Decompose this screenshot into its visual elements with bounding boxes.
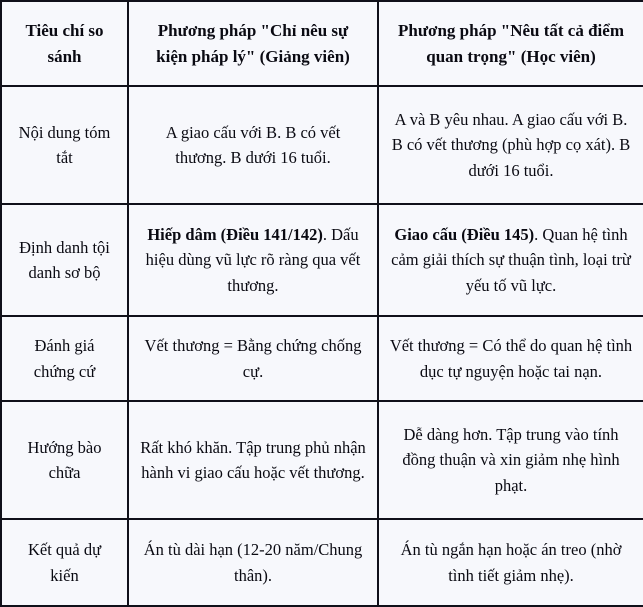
row-method-a-lead: Hiếp dâm (Điều 141/142) bbox=[147, 225, 323, 245]
row-criteria-label: Đánh giá chứng cứ bbox=[1, 316, 128, 401]
row-method-b-lead: Giao cấu (Điều 145) bbox=[394, 225, 535, 245]
row-method-b-cell bbox=[378, 204, 643, 316]
row-method-a-text: . Dấu hiệu dùng vũ lực rõ ràng qua vết thương. bbox=[145, 225, 361, 295]
table-row bbox=[1, 204, 643, 316]
row-method-b-cell bbox=[378, 86, 643, 204]
row-criteria-label: Định danh tội danh sơ bộ bbox=[1, 204, 128, 316]
row-method-a-cell bbox=[128, 401, 378, 519]
row-method-b-cell bbox=[378, 316, 643, 401]
row-method-a-cell bbox=[128, 519, 378, 606]
row-method-a-cell bbox=[128, 316, 378, 401]
row-method-a-cell bbox=[128, 204, 378, 316]
row-criteria-label: Nội dung tóm tắt bbox=[1, 86, 128, 204]
table-row bbox=[1, 316, 643, 401]
row-method-a-text: Vết thương = Bằng chứng chống cự. bbox=[144, 336, 362, 381]
table-row bbox=[1, 401, 643, 519]
column-header-method-b: Phương pháp "Nêu tất cả điểm quan trọng" (Học viên) bbox=[378, 1, 643, 86]
row-method-b-text: Dễ dàng hơn. Tập trung vào tính đồng thuận và xin giảm nhẹ hình phạt. bbox=[402, 425, 620, 495]
column-header-criteria: Tiêu chí so sánh bbox=[1, 1, 128, 86]
table-row bbox=[1, 519, 643, 606]
table-body bbox=[1, 86, 643, 606]
row-criteria-label: Kết quả dự kiến bbox=[1, 519, 128, 606]
row-method-b-cell bbox=[378, 401, 643, 519]
column-header-method-a: Phương pháp "Chỉ nêu sự kiện pháp lý" (Giảng viên) bbox=[128, 1, 378, 86]
row-method-b-text: Vết thương = Có thể do quan hệ tình dục tự nguyện hoặc tai nạn. bbox=[389, 336, 633, 381]
row-method-b-cell bbox=[378, 519, 643, 606]
table-row bbox=[1, 86, 643, 204]
row-method-b-text: A và B yêu nhau. A giao cấu với B. B có vết thương (phù hợp cọ xát). B dưới 16 tuổi. bbox=[391, 110, 631, 180]
row-method-b-text: . Quan hệ tình cảm giải thích sự thuận tình, loại trừ yếu tố vũ lực. bbox=[391, 225, 631, 295]
row-method-a-text: Rất khó khăn. Tập trung phủ nhận hành vi giao cấu hoặc vết thương. bbox=[140, 437, 366, 482]
row-criteria-label: Hướng bào chữa bbox=[1, 401, 128, 519]
table-header-row bbox=[1, 1, 643, 86]
row-method-b-text: Án tù ngắn hạn hoặc án treo (nhờ tình tiết giảm nhẹ). bbox=[400, 540, 622, 585]
row-method-a-text: Án tù dài hạn (12-20 năm/Chung thân). bbox=[143, 540, 363, 585]
row-method-a-text: A giao cấu với B. B có vết thương. B dưới 16 tuổi. bbox=[165, 122, 341, 167]
row-method-a-cell bbox=[128, 86, 378, 204]
